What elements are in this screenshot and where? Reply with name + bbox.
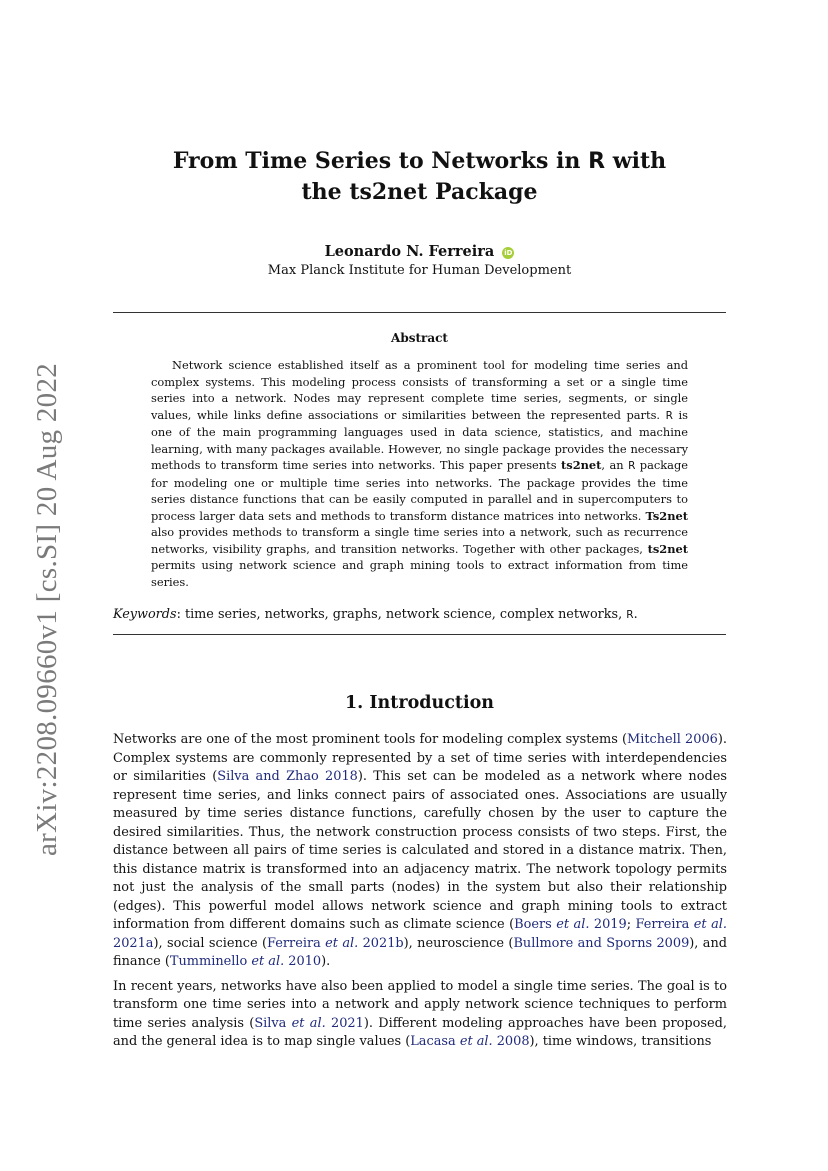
section-heading-introduction: 1. Introduction bbox=[345, 693, 494, 713]
citation-link[interactable]: Silva and Zhao 2018 bbox=[217, 769, 358, 784]
paper-title: From Time Series to Networks in R with the ts2net Package bbox=[172, 148, 667, 205]
citation-link[interactable]: Ferreira et al. 2021b bbox=[267, 935, 404, 951]
orcid-icon[interactable]: iD bbox=[504, 249, 513, 257]
citation-link[interactable]: Ferreira et al. 2021a bbox=[113, 917, 727, 951]
author-affiliation: Max Planck Institute for Human Development bbox=[267, 263, 572, 278]
keywords-line: Keywords: time series, networks, graphs, network science, complex networks, R. bbox=[113, 607, 638, 622]
citation-link[interactable]: Bullmore and Sporns 2009 bbox=[513, 935, 690, 951]
citation-link[interactable]: Tumminello et al. 2010 bbox=[169, 954, 322, 969]
author-line bbox=[113, 243, 726, 260]
keywords-label: Keywords bbox=[113, 607, 177, 622]
abstract-text: Network science established itself as a prominent tool for modeling time series and complex systems. This modeling process consists of transforming a set or a single time series into a network. Nodes may represent complete time series, segments, or single values, while links define associations or similarities between the represented parts. R is one of the main programming languages used in data science, statistics, and machine learning, with many packages available. However, no single package provides the necessary methods to transform time series into networks. This paper presents ts2net, an R package for modeling one or multiple time series into networks. The package provides the time series distance functions that can be easily computed in parallel and in supercomputers to process larger data sets and methods to transform distance matrices into networks. Ts2net also provides methods to transform a single time series into a network, such as recurrence networks, visibility graphs, and transition networks. Together with other packages, ts2net permits using network science and graph mining tools to extract information from time series. bbox=[151, 358, 688, 589]
intro-paragraph-2: In recent years, networks have also been applied to model a single time series. The goal is to transform one time series into a network and apply network science techniques to perform time series analysis (Silva et al. 2021). Different modeling approaches have been proposed, and the general idea is to map single values (Lacasa et al. 2008), time windows, transitions bbox=[113, 978, 728, 1049]
arxiv-identifier: arXiv:2208.09660v1 [cs.SI] 20 Aug 2022 bbox=[31, 362, 64, 857]
citation-link[interactable]: Lacasa et al. 2008 bbox=[410, 1034, 530, 1049]
citation-link[interactable]: Boers et al. 2019 bbox=[514, 917, 627, 932]
introduction-body bbox=[113, 731, 727, 1058]
arxiv-sidebar-stamp bbox=[20, 362, 76, 857]
abstract-heading: Abstract bbox=[391, 331, 448, 345]
author-name: Leonardo N. Ferreira bbox=[324, 243, 495, 260]
abstract-top-rule bbox=[113, 312, 726, 313]
abstract-bottom-rule bbox=[113, 634, 726, 635]
intro-paragraph-1: Networks are one of the most prominent tools for modeling complex systems (Mitchell 2006). Complex systems are commonly represented by a set of time series with interdependencies or similarities (Silva and Zhao 2018). This set can be modeled as a network where nodes represent time series, and links connect pairs of associated ones. Associations are usually measured by time series distance functions, carefully chosen by the user to capture the desired similarities. Thus, the network construction process consists of two steps. First, the distance between all pairs of time series is calculated and stored in a distance matrix. Then, this distance matrix is transformed into an adjacency matrix. The network topology permits not just the analysis of the small parts (nodes) in the system but also their relationship (edges). This powerful model allows network science and graph mining tools to extract information from different domains such as climate science (Boers et al. 2019; Ferreira et al. 2021a), social science (Ferreira et al. 2021b), neuroscience (Bullmore and Sporns 2009), and finance (Tumminello et al. 2010). bbox=[113, 732, 728, 969]
r-language-name: R bbox=[588, 149, 606, 174]
citation-link[interactable]: Silva et al. 2021 bbox=[254, 1015, 364, 1031]
citation-link[interactable]: Mitchell 2006 bbox=[627, 732, 718, 747]
